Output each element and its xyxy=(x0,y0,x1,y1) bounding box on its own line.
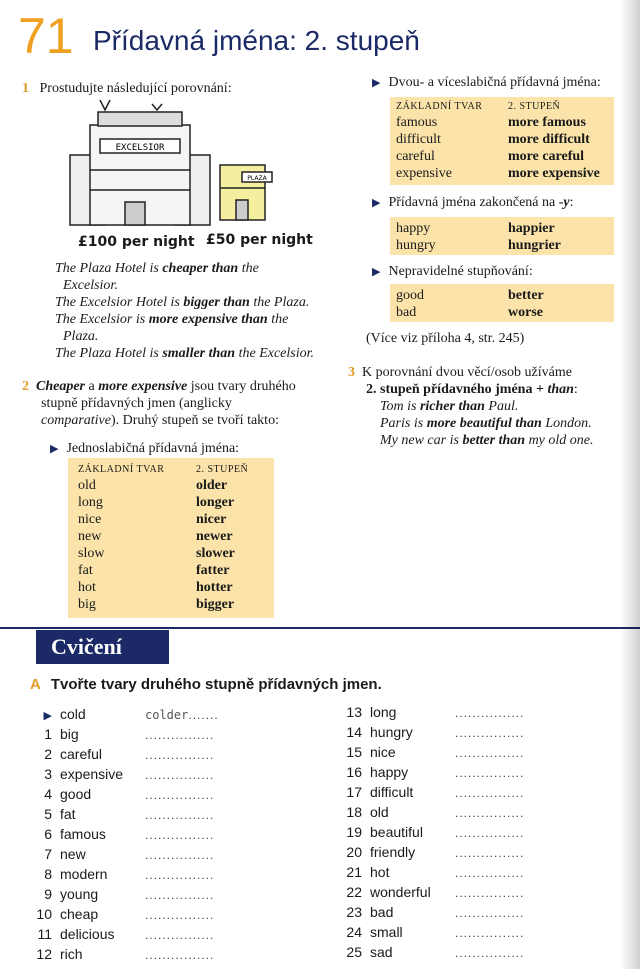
y-ending-table xyxy=(390,217,614,255)
answer-blank[interactable]: ................ xyxy=(145,888,215,902)
answer-blank[interactable]: ................ xyxy=(145,808,215,822)
example-sentence: The Plaza Hotel is cheaper than the xyxy=(55,261,259,276)
triangle-bullet-icon: ▶ xyxy=(372,197,381,209)
list-item: 18 old ................ xyxy=(346,804,525,820)
answer-blank[interactable]: ................ xyxy=(145,768,215,782)
list-item: 14 hungry ................ xyxy=(346,724,525,740)
list-item: 10 cheap ................ xyxy=(36,906,215,922)
page-title: Přídavná jména: 2. stupeň xyxy=(93,25,420,56)
answer-blank[interactable]: ................ xyxy=(455,766,525,780)
triangle-bullet-icon: ▶ xyxy=(50,443,59,455)
answer-blank[interactable]: ................ xyxy=(145,908,215,922)
list-item: 13 long ................ xyxy=(346,704,525,720)
triangle-bullet-icon: ▶ xyxy=(372,266,381,278)
answer-blank[interactable]: ................ xyxy=(455,926,525,940)
list-item: 16 happy ................ xyxy=(346,764,525,780)
excelsior-hotel-drawing xyxy=(70,100,210,225)
box-title-irregular: ▶ Nepravidelné stupňování: xyxy=(372,264,533,279)
list-item: 3 expensive ................ xyxy=(44,766,215,782)
exercise-header: Cvičení xyxy=(36,630,169,664)
list-item: 19 beautiful ................ xyxy=(346,824,525,840)
answer-blank[interactable]: ................ xyxy=(455,866,525,880)
section-1-examples: The Plaza Hotel is cheaper than the Excelsior. The Excelsior Hotel is bigger than the Plaza. The Excelsior is more expensive than the Plaza. The Plaza Hotel is smaller than the Excelsior. xyxy=(55,260,345,362)
answer-blank[interactable]: ................ xyxy=(455,746,525,760)
list-item: 17 difficult ................ xyxy=(346,784,525,800)
section-1-text: Prostudujte následující porovnání: xyxy=(39,81,232,96)
table-row: old older xyxy=(78,478,228,493)
list-item: 5 fat ................ xyxy=(44,806,215,822)
answer-blank[interactable]: ................ xyxy=(145,948,215,962)
table-row: new newer xyxy=(78,529,233,544)
table-row: nice nicer xyxy=(78,512,227,527)
exercise-right-column xyxy=(338,702,638,962)
example-answer: colder xyxy=(145,708,189,722)
list-item: ▶ cold colder....... xyxy=(43,706,219,722)
hotels-illustration xyxy=(60,100,300,250)
exercise-left-column xyxy=(28,704,328,964)
table-row: big bigger xyxy=(78,597,235,612)
list-item: 12 rich ................ xyxy=(36,946,215,962)
table-row: good better xyxy=(396,288,544,303)
answer-blank[interactable]: ................ xyxy=(455,706,525,720)
answer-blank[interactable]: ................ xyxy=(455,906,525,920)
appendix-note: (Více viz příloha 4, str. 245) xyxy=(366,331,525,346)
table-row: careful more careful xyxy=(396,149,585,164)
answer-blank[interactable]: ................ xyxy=(455,726,525,740)
list-item: 24 small ................ xyxy=(346,924,525,940)
list-item: 2 careful ................ xyxy=(44,746,215,762)
answer-blank[interactable]: ................ xyxy=(145,788,215,802)
answer-blank[interactable]: ................ xyxy=(455,886,525,900)
triangle-bullet-icon: ▶ xyxy=(43,710,52,722)
example-sentence: Paris is more beautiful than London. xyxy=(380,416,592,431)
answer-blank[interactable]: ................ xyxy=(145,748,215,762)
section-number: 1 xyxy=(22,81,29,96)
list-item: 7 new ................ xyxy=(44,846,215,862)
list-item: 11 delicious ................ xyxy=(37,926,215,942)
table-row: fat fatter xyxy=(78,563,230,578)
list-item: 1 big ................ xyxy=(44,726,215,742)
section-3: 3 K porovnání dvou věcí/osob užíváme 2. stupeň přídavného jména + than: Tom is richer than Paul. Paris is more beautiful than London. My new car is better than my old one. xyxy=(348,364,633,449)
price-plaza: £50 per night xyxy=(206,232,313,248)
table-row: hungry hungrier xyxy=(396,238,561,253)
list-item: 15 nice ................ xyxy=(346,744,525,760)
table-row: hot hotter xyxy=(78,580,233,595)
list-item: 9 young ................ xyxy=(44,886,215,902)
answer-blank[interactable]: ................ xyxy=(455,786,525,800)
answer-blank[interactable]: ................ xyxy=(145,928,215,942)
list-item: 6 famous ................ xyxy=(44,826,215,842)
box-title-y-ending: ▶ Přídavná jména zakončená na -y: xyxy=(372,195,574,210)
unit-number: 71 xyxy=(18,8,74,64)
table-row: happy happier xyxy=(396,221,555,236)
list-item: 4 good ................ xyxy=(44,786,215,802)
answer-blank[interactable]: ................ xyxy=(455,826,525,840)
list-item: 23 bad ................ xyxy=(346,904,525,920)
list-item: 25 sad ................ xyxy=(346,944,525,960)
section-1-heading xyxy=(22,80,232,97)
list-item: 22 wonderful ................ xyxy=(346,884,525,900)
plaza-hotel-drawing xyxy=(220,165,272,220)
answer-blank[interactable]: ................ xyxy=(455,846,525,860)
exercise-divider xyxy=(0,627,640,629)
answer-blank[interactable]: ................ xyxy=(455,806,525,820)
irregular-table xyxy=(390,284,614,322)
triangle-bullet-icon: ▶ xyxy=(372,77,381,89)
table-row: bad worse xyxy=(396,305,543,320)
plaza-sign: PLAZA xyxy=(247,175,267,182)
monosyllabic-table: ZÁKLADNÍ TVAR 2. STUPEŇ old older long longer nice nicer new newer slow slower fat fatter hot hotter big bigger xyxy=(68,458,274,618)
table-row: slow slower xyxy=(78,546,235,561)
example-sentence: The Plaza Hotel is smaller than the Excelsior. xyxy=(55,346,315,361)
example-sentence: The Excelsior Hotel is bigger than the Plaza. xyxy=(55,295,310,310)
list-item: 8 modern ................ xyxy=(44,866,215,882)
answer-blank[interactable]: ................ xyxy=(145,868,215,882)
page-edge-shadow xyxy=(620,0,640,969)
table-row: long longer xyxy=(78,495,235,510)
example-sentence: My new car is better than my old one. xyxy=(380,433,594,448)
price-excelsior: £100 per night xyxy=(78,234,195,250)
answer-blank[interactable]: ................ xyxy=(145,848,215,862)
answer-blank[interactable]: ................ xyxy=(145,728,215,742)
list-item: 20 friendly ................ xyxy=(346,844,525,860)
answer-blank[interactable]: ................ xyxy=(145,828,215,842)
table-row: famous more famous xyxy=(396,115,586,130)
box-title-monosyllabic: ▶ Jednoslabičná přídavná jména: xyxy=(50,441,240,456)
table-row: expensive more expensive xyxy=(396,166,600,181)
answer-blank[interactable]: ................ xyxy=(455,946,525,960)
example-sentence: The Excelsior is more expensive than the xyxy=(55,312,289,327)
example-sentence: Tom is richer than Paul. xyxy=(380,399,519,414)
table-row: difficult more difficult xyxy=(396,132,590,147)
excelsior-sign: EXCELSIOR xyxy=(115,143,165,153)
box-title-polysyllabic: ▶ Dvou- a víceslabičná přídavná jména: xyxy=(372,75,601,90)
exercise-a-title: A Tvořte tvary druhého stupně přídavných jmen. xyxy=(30,676,382,693)
polysyllabic-table: ZÁKLADNÍ TVAR 2. STUPEŇ famous more famous difficult more difficult careful more careful expensive more expensive xyxy=(390,97,614,185)
list-item: 21 hot ................ xyxy=(346,864,525,880)
section-2-text: 2 Cheaper a more expensive jsou tvary druhého stupně přídavných jmen (anglicky comparative). Druhý stupeň se tvoří takto: xyxy=(22,379,296,428)
